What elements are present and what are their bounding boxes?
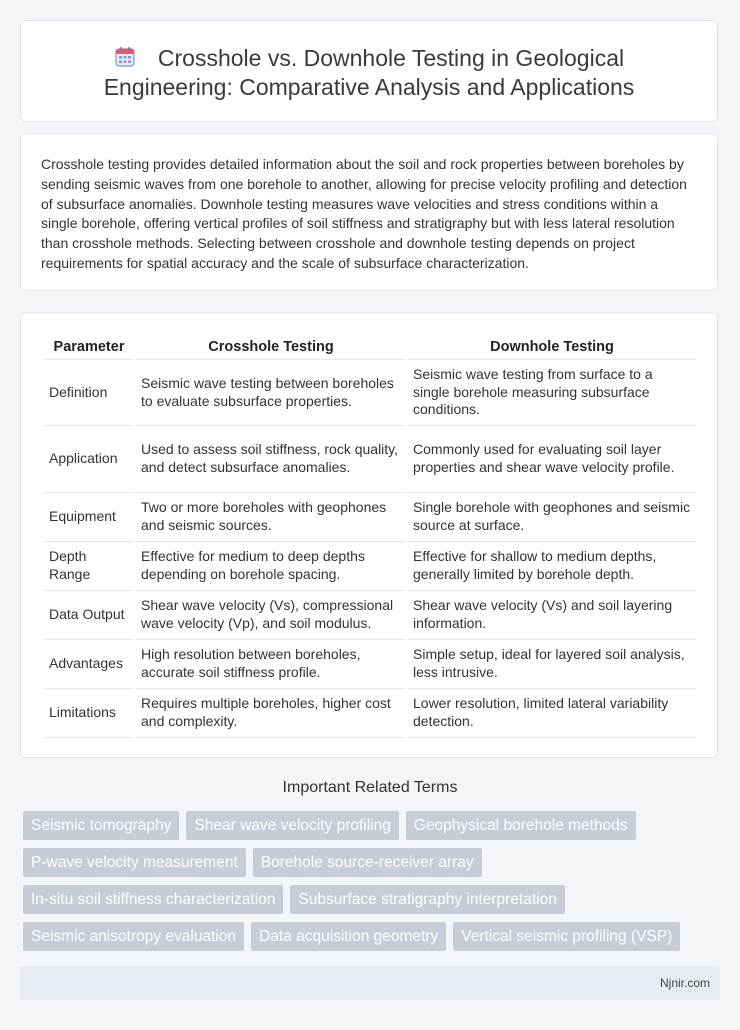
tag[interactable]: Geophysical borehole methods [406, 811, 636, 840]
tag-row [23, 811, 723, 840]
table-row [44, 689, 696, 738]
tag-row [23, 885, 723, 914]
row-downhole: Simple setup, ideal for layered soil analysis, less intrusive. [408, 640, 696, 689]
tag[interactable]: Seismic tomography [23, 811, 179, 840]
table-row [44, 360, 696, 426]
page-title [21, 21, 717, 102]
table-row [44, 493, 696, 542]
row-downhole: Lower resolution, limited lateral variability detection. [408, 689, 696, 738]
row-parameter: Equipment [44, 493, 134, 542]
calendar-icon [114, 46, 136, 68]
row-crosshole: Two or more boreholes with geophones and seismic sources. [136, 493, 406, 542]
tag[interactable]: Data acquisition geometry [251, 922, 446, 951]
row-downhole: Effective for shallow to medium depths, generally limited by borehole depth. [408, 542, 696, 591]
header-parameter: Parameter [44, 333, 134, 360]
row-crosshole: Shear wave velocity (Vs), compressional wave velocity (Vp), and soil modulus. [136, 591, 406, 640]
intro-card [20, 133, 718, 291]
row-downhole: Shear wave velocity (Vs) and soil layering information. [408, 591, 696, 640]
title-card [20, 20, 718, 122]
row-parameter: Application [44, 426, 134, 493]
page-title-text: Crosshole vs. Downhole Testing in Geological Engineering: Comparative Analysis and Applications [103, 45, 635, 100]
table-row [44, 542, 696, 591]
row-downhole: Seismic wave testing from surface to a single borehole measuring subsurface conditions. [408, 360, 696, 426]
row-parameter: Limitations [44, 689, 134, 738]
tag[interactable]: In-situ soil stiffness characterization [23, 885, 283, 914]
row-crosshole: Effective for medium to deep depths depending on borehole spacing. [136, 542, 406, 591]
footer-site[interactable]: Njnir.com [659, 976, 710, 990]
row-parameter: Advantages [44, 640, 134, 689]
row-downhole: Single borehole with geophones and seismic source at surface. [408, 493, 696, 542]
header-downhole: Downhole Testing [408, 333, 696, 360]
tag[interactable]: Seismic anisotropy evaluation [23, 922, 244, 951]
row-crosshole: Requires multiple boreholes, higher cost and complexity. [136, 689, 406, 738]
header-crosshole: Crosshole Testing [136, 333, 406, 360]
tag[interactable]: Borehole source-receiver array [253, 848, 482, 877]
row-parameter: Data Output [44, 591, 134, 640]
tag[interactable]: P-wave velocity measurement [23, 848, 246, 877]
tag[interactable]: Shear wave velocity profiling [186, 811, 398, 840]
row-downhole: Commonly used for evaluating soil layer properties and shear wave velocity profile. [408, 426, 696, 493]
related-terms-title: Important Related Terms [282, 779, 458, 796]
row-parameter: Depth Range [44, 542, 134, 591]
related-terms [23, 811, 723, 959]
comparison-table [42, 333, 698, 738]
tag[interactable]: Vertical seismic profiling (VSP) [453, 922, 680, 951]
row-crosshole: Seismic wave testing between boreholes to evaluate subsurface properties. [136, 360, 406, 426]
table-row [44, 591, 696, 640]
table-row [44, 426, 696, 493]
intro-paragraph: Crosshole testing provides detailed information about the soil and rock properties between boreholes by sending seismic waves from one borehole to another, allowing for precise velocity profiling and detection of subsurface anomalies. Downhole testing measures wave velocities and stress conditions within a single borehole, offering vertical profiles of soil stiffness and stratigraphy but with less lateral resolution than crosshole methods. Selecting between crosshole and downhole testing depends on project requirements for spatial accuracy and the scale of subsurface characterization. [41, 156, 687, 271]
row-crosshole: Used to assess soil stiffness, rock quality, and detect subsurface anomalies. [136, 426, 406, 493]
table-row [44, 640, 696, 689]
tag-row [23, 922, 723, 951]
footer [20, 966, 720, 1000]
row-parameter: Definition [44, 360, 134, 426]
table-header-row [44, 333, 696, 360]
tag[interactable]: Subsurface stratigraphy interpretation [290, 885, 564, 914]
tag-row [23, 848, 723, 877]
row-crosshole: High resolution between boreholes, accurate soil stiffness profile. [136, 640, 406, 689]
comparison-table-card [20, 312, 718, 758]
